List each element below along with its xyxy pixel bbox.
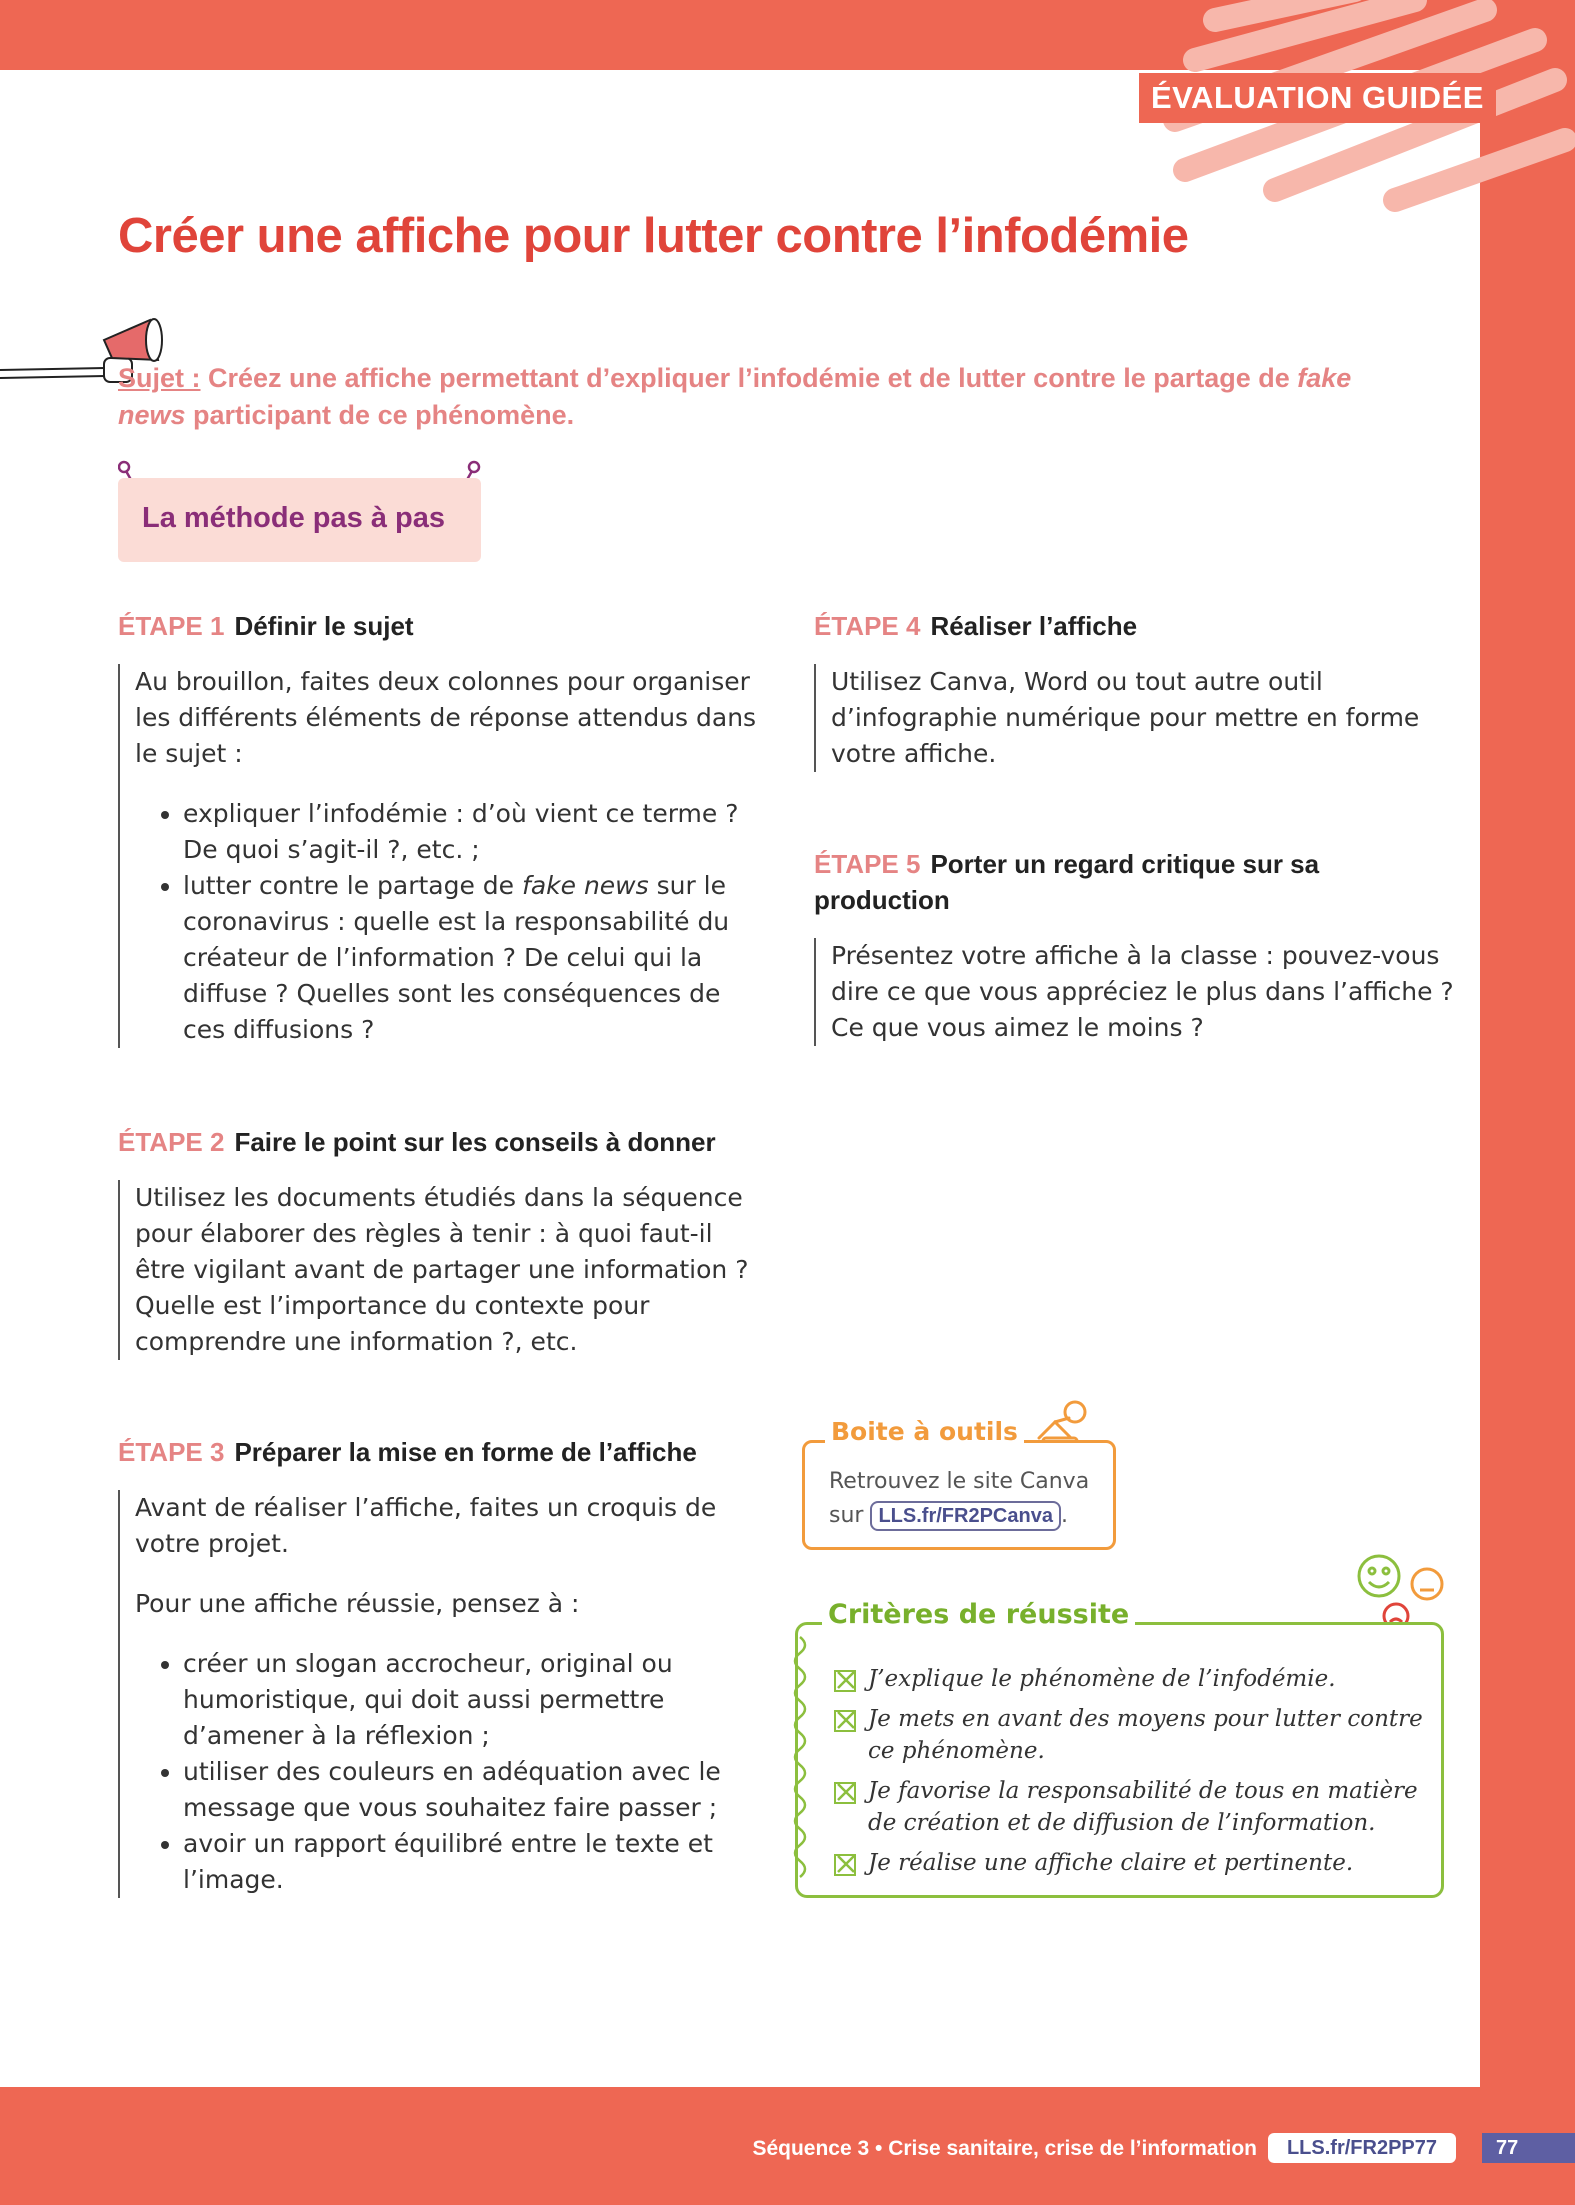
criteria-text: J’explique le phénomène de l’infodémie. bbox=[868, 1666, 1336, 1692]
step-5-title: Porter un regard critique sur sa production bbox=[814, 849, 1320, 915]
step-1-number: ÉTAPE 1 bbox=[118, 611, 225, 641]
criteria-text: Je réalise une affiche claire et pertinente. bbox=[868, 1850, 1354, 1876]
toolbox-panel bbox=[802, 1417, 1116, 1550]
list-item: • utiliser des couleurs en adéquation avec le message que vous souhaitez faire passer ; bbox=[183, 1754, 758, 1826]
criteria-list bbox=[834, 1663, 1424, 1887]
method-heading-box bbox=[118, 478, 481, 562]
spiral-binding-icon bbox=[788, 1631, 812, 1889]
step-2-text: Utilisez les documents étudiés dans la séquence pour élaborer des règles à tenir : à quoi faut-il être vigilant avant de partager une information ? Quelle est l’importance du contexte pour comprendre une information ?, etc. bbox=[135, 1183, 749, 1356]
step-3-title: Préparer la mise en forme de l’affiche bbox=[234, 1437, 697, 1467]
step-3 bbox=[118, 1434, 758, 1898]
list-item: • expliquer l’infodémie : d’où vient ce terme ? De quoi s’agit-il ?, etc. ; bbox=[183, 796, 758, 868]
step-5-text: Présentez votre affiche à la classe : pouvez-vous dire ce que vous appréciez le plus dans l’affiche ? Ce que vous aimez le moins ? bbox=[831, 941, 1454, 1042]
toolbox-link-line bbox=[829, 1499, 1089, 1533]
step-4-text: Utilisez Canva, Word ou tout autre outil d’infographie numérique pour mettre en forme votre affiche. bbox=[831, 667, 1420, 768]
list-item bbox=[183, 868, 758, 1048]
criteria-text: Je mets en avant des moyens pour lutter contre ce phénomène. bbox=[868, 1706, 1423, 1764]
step-2-body bbox=[118, 1180, 758, 1360]
checkbox-checked-icon bbox=[834, 1710, 856, 1732]
step-4-number: ÉTAPE 4 bbox=[814, 611, 921, 641]
criteria-title: Critères de réussite bbox=[822, 1599, 1135, 1630]
step-3-paragraph-2: Pour une affiche réussie, pensez à : bbox=[135, 1589, 580, 1618]
step-4 bbox=[814, 608, 1454, 772]
toolbox-dot: . bbox=[1060, 1503, 1068, 1528]
success-criteria-panel bbox=[795, 1599, 1444, 1898]
toolbox-text-block bbox=[829, 1465, 1089, 1533]
step-2 bbox=[118, 1124, 758, 1360]
step-2-number: ÉTAPE 2 bbox=[118, 1127, 225, 1157]
step-5 bbox=[814, 846, 1454, 1046]
step-5-body bbox=[814, 938, 1454, 1046]
criteria-item bbox=[834, 1663, 1424, 1695]
step-1-list bbox=[135, 796, 758, 1048]
step-3-list bbox=[135, 1646, 758, 1898]
checkbox-checked-icon bbox=[834, 1670, 856, 1692]
step-1-b2-post: sur le coronavirus : quelle est la responsabilité du créateur de l’information ? De celui qui la diffuse ? Quelles sont les conséquences de ces diffusions ? bbox=[183, 871, 730, 1044]
step-3-number: ÉTAPE 3 bbox=[118, 1437, 225, 1467]
subject-statement bbox=[118, 360, 1378, 434]
right-frame-band bbox=[1480, 0, 1575, 2205]
subject-text-end: participant de ce phénomène. bbox=[185, 400, 575, 430]
list-item: • créer un slogan accrocheur, original ou humoristique, qui doit aussi permettre d’amener à la réflexion ; bbox=[183, 1646, 758, 1754]
criteria-item bbox=[834, 1775, 1424, 1839]
step-4-heading bbox=[814, 608, 1454, 644]
criteria-text: Je favorise la responsabilité de tous en matière de création et de diffusion de l’information. bbox=[868, 1778, 1418, 1836]
list-item: • avoir un rapport équilibré entre le texte et l’image. bbox=[183, 1826, 758, 1898]
criteria-item bbox=[834, 1847, 1424, 1879]
page-number: 77 bbox=[1482, 2133, 1575, 2163]
criteria-item bbox=[834, 1703, 1424, 1767]
footer-sequence: Séquence 3 • Crise sanitaire, crise de l’information bbox=[752, 2137, 1257, 2160]
toolbox-title: Boite à outils bbox=[825, 1417, 1024, 1446]
evaluation-badge: ÉVALUATION GUIDÉE bbox=[1139, 73, 1496, 123]
step-1-heading bbox=[118, 608, 758, 644]
checkbox-checked-icon bbox=[834, 1782, 856, 1804]
step-3-body bbox=[118, 1490, 758, 1898]
step-1 bbox=[118, 608, 758, 1048]
step-1-title: Définir le sujet bbox=[234, 611, 414, 641]
toolbox-text: Retrouvez le site Canva bbox=[829, 1469, 1090, 1494]
step-4-title: Réaliser l’affiche bbox=[930, 611, 1138, 641]
subject-label: Sujet : bbox=[118, 363, 201, 393]
toolbox-sur: sur bbox=[829, 1503, 864, 1528]
method-heading: La méthode pas à pas bbox=[142, 502, 445, 534]
step-1-b2-pre: lutter contre le partage de bbox=[183, 871, 523, 900]
step-5-heading bbox=[814, 846, 1334, 918]
subject-emphasis: fake news bbox=[118, 363, 1352, 430]
step-1-body bbox=[118, 664, 758, 1048]
step-3-paragraph-1: Avant de réaliser l’affiche, faites un croquis de votre projet. bbox=[135, 1493, 717, 1558]
page-title: Créer une affiche pour lutter contre l’infodémie bbox=[118, 209, 1189, 263]
step-1-intro: Au brouillon, faites deux colonnes pour organiser les différents éléments de réponse attendus dans le sujet : bbox=[135, 667, 757, 768]
step-5-number: ÉTAPE 5 bbox=[814, 849, 921, 879]
step-2-heading bbox=[118, 1124, 758, 1160]
step-3-heading bbox=[118, 1434, 758, 1470]
checkbox-checked-icon bbox=[834, 1854, 856, 1876]
step-4-body bbox=[814, 664, 1454, 772]
step-2-title: Faire le point sur les conseils à donner bbox=[234, 1127, 716, 1157]
footer-link[interactable]: LLS.fr/FR2PP77 bbox=[1268, 2133, 1456, 2163]
canva-link[interactable]: LLS.fr/FR2PCanva bbox=[870, 1501, 1060, 1531]
subject-text: Créez une affiche permettant d’expliquer l’infodémie et de lutter contre le partage de bbox=[200, 363, 1298, 393]
step-1-b2-em: fake news bbox=[522, 871, 649, 900]
